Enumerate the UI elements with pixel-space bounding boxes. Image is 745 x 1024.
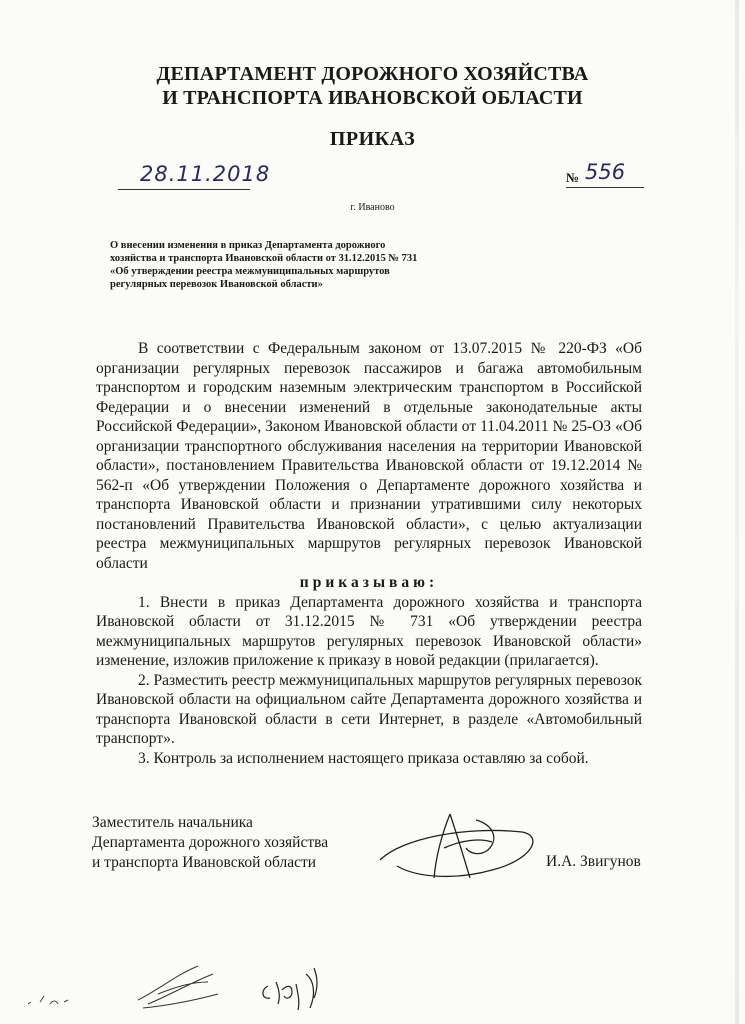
department-line-1: ДЕПАРТАМЕНТ ДОРОЖНОГО ХОЗЯЙСТВА bbox=[156, 63, 589, 85]
position-line-3: и транспорта Ивановской области bbox=[92, 854, 317, 871]
number-underline bbox=[566, 187, 644, 188]
handwritten-marks bbox=[28, 960, 368, 1020]
department-title bbox=[100, 62, 645, 110]
signatory-name: И.А. Звигунов bbox=[546, 853, 641, 870]
city: г. Иваново bbox=[350, 202, 395, 213]
order-body bbox=[96, 339, 642, 768]
signatory-position bbox=[92, 813, 328, 873]
item-1: 1. Внести в приказ Департамента дорожного хозяйства и транспорта Ивановской области от 31.12.2015 № 731 «Об утверждении реестра межмуниципальных маршрутов регулярных перевозок Ивановской области» изменение, изложив приложение к приказу в новой редакции (прилагается). bbox=[96, 593, 642, 669]
order-title: ПРИКАЗ bbox=[329, 128, 416, 150]
order-number: 556 bbox=[585, 160, 626, 184]
order-number-label: № bbox=[566, 170, 580, 185]
date-underline bbox=[118, 189, 250, 190]
order-date: 28.11.2018 bbox=[140, 162, 271, 186]
position-line-2: Департамента дорожного хозяйства bbox=[92, 834, 329, 851]
scan-edge-shadow bbox=[735, 0, 739, 1024]
handwritten-signature bbox=[372, 808, 542, 888]
department-line-2: И ТРАНСПОРТА ИВАНОВСКОЙ ОБЛАСТИ bbox=[162, 87, 583, 109]
order-subject: О внесении изменения в приказ Департамента дорожного хозяйства и транспорта Ивановской области от 31.12.2015 № 731 «Об утверждении реестра межмуниципальных маршрутов регулярных перевозок Ивановской области» bbox=[110, 240, 418, 290]
decree-word: приказываю: bbox=[299, 574, 439, 591]
position-line-1: Заместитель начальника bbox=[92, 814, 253, 831]
item-3: 3. Контроль за исполнением настоящего приказа оставляю за собой. bbox=[138, 749, 589, 767]
preamble-paragraph: В соответствии с Федеральным законом от 13.07.2015 № 220-ФЗ «Об организации регулярных перевозок пассажиров и багажа автомобильным транспортом и городским наземным электрическим транспортом в Российской Федерации и о внесении изменений в отдельные законодательные акты Российской Федерации», Законом Ивановской области от 11.04.2011 № 25-ОЗ «Об организации транспортного обслуживания населения на территории Ивановской области», постановлением Правительства Ивановской области от 19.12.2014 № 562-п «Об утверждении Положения о Департаменте дорожного хозяйства и транспорта Ивановской области и признании утратившими силу некоторых постановлений Правительства Ивановской области», с целью актуализации реестра межмуниципальных маршрутов регулярных перевозок Ивановской области bbox=[96, 340, 642, 572]
item-2: 2. Разместить реестр межмуниципальных маршрутов регулярных перевозок Ивановской области на официальном сайте Департамента дорожного хозяйства и транспорта Ивановской области в сети Интернет, в разделе «Автомобильный транспорт». bbox=[96, 671, 642, 747]
